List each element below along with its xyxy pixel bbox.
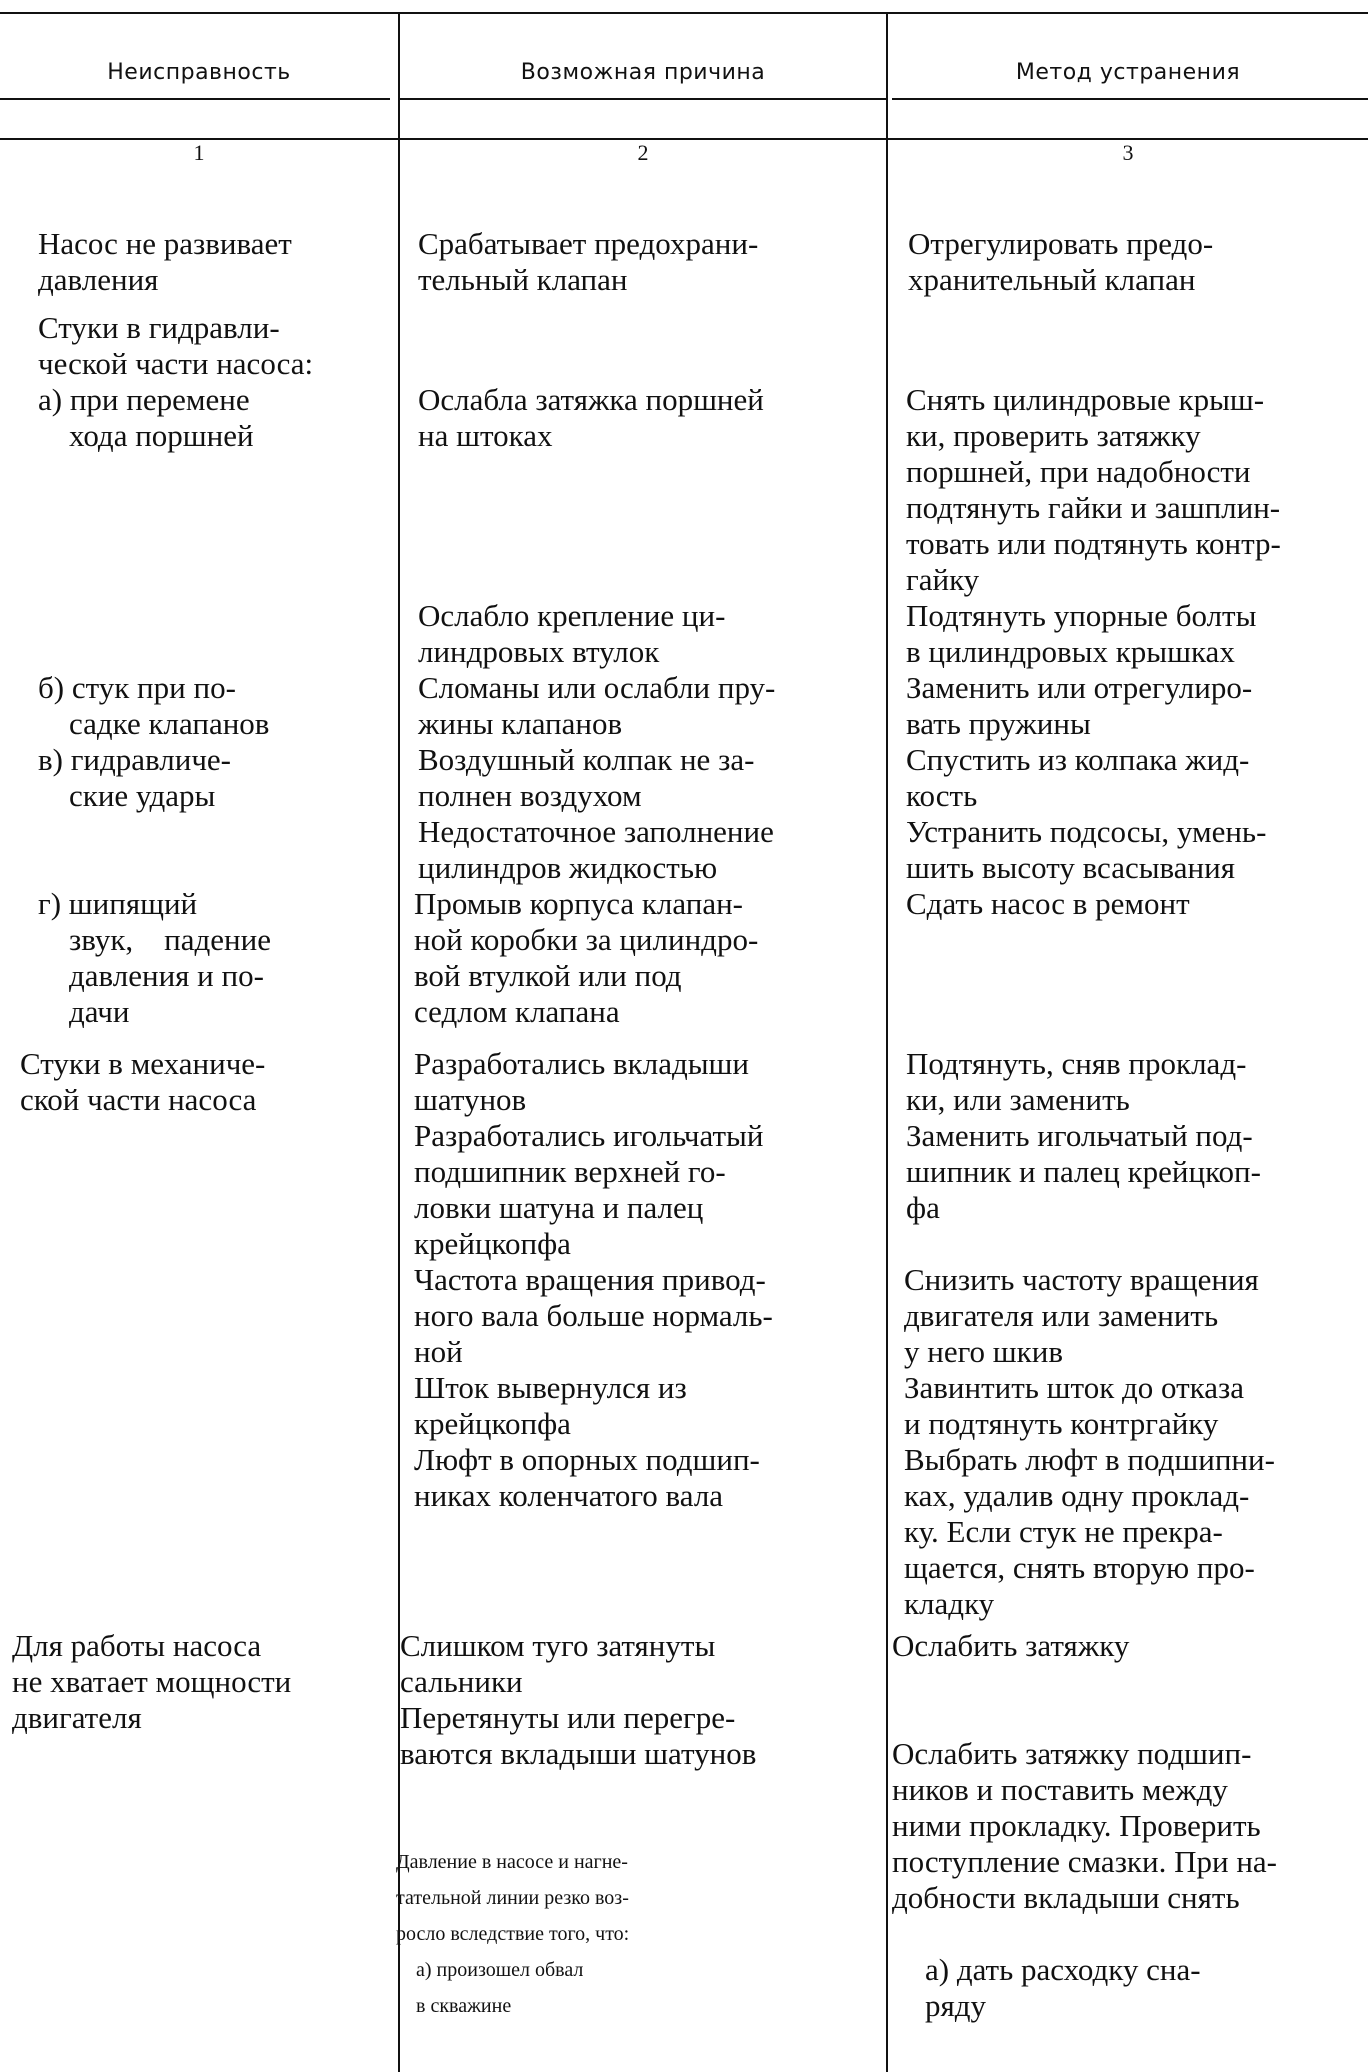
header-rule-2	[398, 98, 886, 100]
remedy-replace-springs: Заменить или отрегулиро- вать пружины	[906, 670, 1253, 741]
fault-hydraulic-b: б) стук при по- садке клапанов	[38, 670, 270, 741]
remedy-send-repair: Сдать насос в ремонт	[906, 886, 1190, 921]
fault-no-pressure: Насос не развивает давления	[38, 226, 292, 297]
fault-hydraulic-knocks: Стуки в гидравли- ческой части насоса:	[38, 310, 314, 381]
header-col-cause: Возможная причина	[520, 60, 766, 85]
cause-well-collapse: а) произошел обвал в скважине	[416, 1959, 584, 2017]
header-rule-1	[0, 98, 390, 100]
header-col-fault: Неисправность	[107, 60, 291, 85]
remedy-drain-chamber: Спустить из колпака жид- кость	[906, 742, 1250, 813]
cause-rod-unscrewed: Шток вывернулся из крейцкопфа	[414, 1370, 687, 1441]
cause-relief-valve: Срабатывает предохрани- тельный клапан	[418, 226, 759, 297]
cause-tight-glands: Слишком туго затянуты сальники	[400, 1628, 716, 1699]
remedy-bearing-play: Выбрать люфт в подшипни- ках, удалив одну проклад- ку. Если стук не прекра- щается, снять вторую про- кладку	[904, 1442, 1275, 1621]
column-number-1: 1	[193, 140, 205, 165]
fault-hydraulic-a: а) при перемене хода поршней	[38, 382, 254, 453]
column-number-2: 2	[637, 140, 649, 165]
remedy-reduce-speed: Снизить частоту вращения двигателя или заменить у него шкив	[904, 1262, 1259, 1369]
cause-needle-bearing: Разработались игольчатый подшипник верхней го- ловки шатуна и палец крейцкопфа	[414, 1118, 764, 1261]
remedy-adjust-valve: Отрегулировать предо- хранительный клапан	[908, 226, 1214, 297]
cause-piston-tightening: Ослабла затяжка поршней на штоках	[418, 382, 764, 453]
fault-power-shortage: Для работы насоса не хватает мощности двигателя	[12, 1628, 292, 1735]
table-top-rule	[0, 12, 1368, 14]
remedy-flush: а) дать расходку сна- ряду	[925, 1952, 1201, 2023]
fault-mechanical-knocks: Стуки в механиче- ской части насоса	[20, 1046, 266, 1117]
header-col-remedy: Метод устранения	[1015, 60, 1241, 85]
cause-valve-springs: Сломаны или ослабли пру- жины клапанов	[418, 670, 776, 741]
remedy-replace-needle-bearing: Заменить игольчатый под- шипник и палец крейцкоп- фа	[906, 1118, 1261, 1225]
cause-overheated-bearings: Перетянуты или перегре- ваются вкладыши шатунов	[400, 1700, 757, 1771]
header-rule-3	[892, 98, 1368, 100]
remedy-fix-suction: Устранить подсосы, умень- шить высоту всасывания	[906, 814, 1267, 885]
column-number-3: 3	[1122, 140, 1134, 165]
cause-crankshaft-play: Люфт в опорных подшип- никах коленчатого вала	[414, 1442, 760, 1513]
fault-hydraulic-d: г) шипящий звук, падение давления и по- дачи	[38, 886, 271, 1029]
column-divider-2	[886, 14, 888, 2072]
fault-hydraulic-c: в) гидравличе- ские удары	[38, 742, 232, 813]
remedy-loosen: Ослабить затяжку	[892, 1628, 1130, 1663]
cause-air-chamber: Воздушный колпак не за- полнен воздухом	[418, 742, 755, 813]
cause-cylinder-filling: Недостаточное заполнение цилиндров жидкостью	[418, 814, 774, 885]
cause-liner-fastening: Ослабло крепление ци- линдровых втулок	[418, 598, 726, 669]
cause-pressure-rise: Давление в насосе и нагне- тательной линии резко воз- росло вследствие того, что:	[396, 1851, 630, 1945]
cause-drive-speed: Частота вращения привод- ного вала больше нормаль- ной	[414, 1262, 773, 1369]
cause-valve-box-washout: Промыв корпуса клапан- ной коробки за цилиндро- вой втулкой или под седлом клапана	[414, 886, 759, 1029]
remedy-loosen-bearings: Ослабить затяжку подшип- ников и поставить между ними прокладку. Проверить поступление смазки. При на- добности вкладыши снять	[892, 1736, 1277, 1915]
remedy-stop-bolts: Подтянуть упорные болты в цилиндровых крышках	[906, 598, 1257, 669]
remedy-remove-covers: Снять цилиндровые крыш- ки, проверить затяжку поршней, при надобности подтянуть гайки и зашплин- товать или подтянуть контр- гайку	[906, 382, 1281, 597]
remedy-shims: Подтянуть, сняв проклад- ки, или заменить	[906, 1046, 1247, 1117]
remedy-tighten-rod: Завинтить шток до отказа и подтянуть контргайку	[904, 1370, 1245, 1441]
cause-rod-bearings: Разработались вкладыши шатунов	[414, 1046, 750, 1117]
